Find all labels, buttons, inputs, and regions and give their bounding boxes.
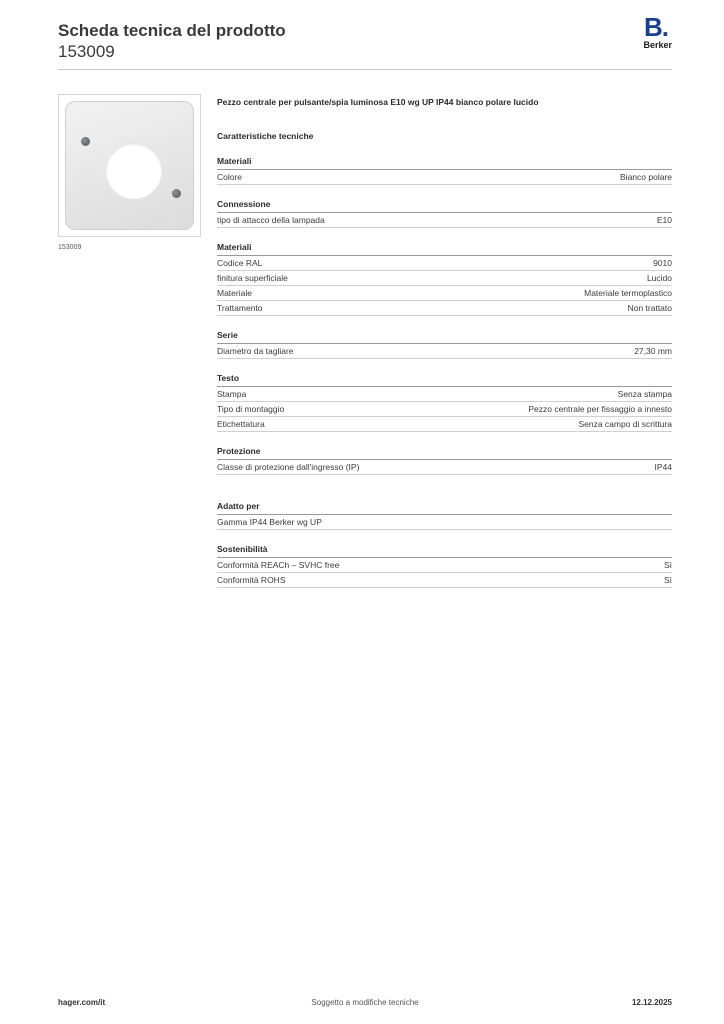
spec-value: Materiale termoplastico: [584, 288, 672, 298]
footer-website: hager.com/it: [58, 998, 106, 1007]
screw-icon: [172, 189, 181, 198]
product-number: 153009: [58, 42, 115, 61]
product-image: [58, 94, 201, 237]
section-title: Serie: [217, 330, 672, 344]
spec-value: 27,30 mm: [634, 346, 672, 356]
section-title: Protezione: [217, 446, 672, 460]
spec-row: [217, 170, 672, 185]
logo-wordmark: Berker: [643, 40, 672, 50]
spec-value: Pezzo centrale per fissaggio a innesto: [528, 404, 672, 414]
section-adatto-per: [217, 501, 672, 530]
spec-row: [217, 387, 672, 402]
spec-row: [217, 573, 672, 588]
spec-value: Non trattato: [627, 303, 672, 313]
spec-value: 9010: [653, 258, 672, 268]
section-testo: [217, 373, 672, 432]
section-sostenibilita: [217, 544, 672, 588]
footer-notice: Soggetto a modifiche tecniche: [311, 998, 419, 1007]
spec-row: [217, 344, 672, 359]
section-title: Materiali: [217, 156, 672, 170]
spec-label: Trattamento: [217, 303, 263, 313]
spec-row: [217, 402, 672, 417]
section-title: Connessione: [217, 199, 672, 213]
spec-row: [217, 417, 672, 432]
spec-label: Codice RAL: [217, 258, 263, 268]
spec-value: Lucido: [646, 273, 672, 283]
section-title: Materiali: [217, 242, 672, 256]
section-title: Testo: [217, 373, 672, 387]
spec-label: Conformità ROHS: [217, 575, 286, 585]
spec-value: Sì: [663, 560, 672, 570]
spec-label: Colore: [217, 172, 243, 182]
section-connessione: [217, 199, 672, 228]
spec-row: [217, 460, 672, 475]
spec-value: E10: [656, 215, 672, 225]
product-description: Pezzo centrale per pulsante/spia luminosa E10 wg UP IP44 bianco polare lucido: [217, 97, 539, 107]
center-hole: [106, 143, 162, 199]
berker-logo: [638, 14, 672, 54]
spec-label: Tipo di montaggio: [217, 404, 285, 414]
screw-icon: [81, 137, 90, 146]
page-footer: [58, 992, 672, 1012]
spec-label: Stampa: [217, 389, 247, 399]
spec-value: Bianco polare: [620, 172, 672, 182]
spec-value: IP44: [654, 462, 672, 472]
spec-value: Sì: [663, 575, 672, 585]
spec-value: Senza stampa: [617, 389, 672, 399]
tech-heading: Caratteristiche tecniche: [217, 131, 314, 141]
page-header: [58, 12, 672, 70]
cover-plate: [65, 101, 194, 230]
spec-label: Gamma IP44 Berker wg UP: [217, 517, 322, 527]
spec-label: Etichettatura: [217, 419, 265, 429]
spec-label: finitura superficiale: [217, 273, 288, 283]
section-materiali-2: [217, 242, 672, 316]
spec-row: [217, 558, 672, 573]
image-caption: 153009: [58, 244, 82, 251]
section-serie: [217, 330, 672, 359]
spec-label: tipo di attacco della lampada: [217, 215, 325, 225]
spec-label: Conformità REACh – SVHC free: [217, 560, 340, 570]
spec-label: Classe di protezione dall'ingresso (IP): [217, 462, 360, 472]
section-title: Adatto per: [217, 501, 672, 515]
spec-value: Senza campo di scrittura: [578, 419, 672, 429]
spec-content: [217, 96, 672, 588]
spec-row: [217, 301, 672, 316]
spec-row: [217, 256, 672, 271]
page-title: Scheda tecnica del prodotto: [58, 21, 286, 40]
section-title: Sostenibilità: [217, 544, 672, 558]
spec-label: Diametro da tagliare: [217, 346, 294, 356]
spec-label: Materiale: [217, 288, 252, 298]
section-protezione: [217, 446, 672, 475]
logo-mark: B.: [643, 12, 668, 42]
footer-date: 12.12.2025: [631, 998, 672, 1007]
spec-row: [217, 515, 672, 530]
spec-row: [217, 271, 672, 286]
spec-row: [217, 213, 672, 228]
spec-row: [217, 286, 672, 301]
section-materiali-1: [217, 156, 672, 185]
